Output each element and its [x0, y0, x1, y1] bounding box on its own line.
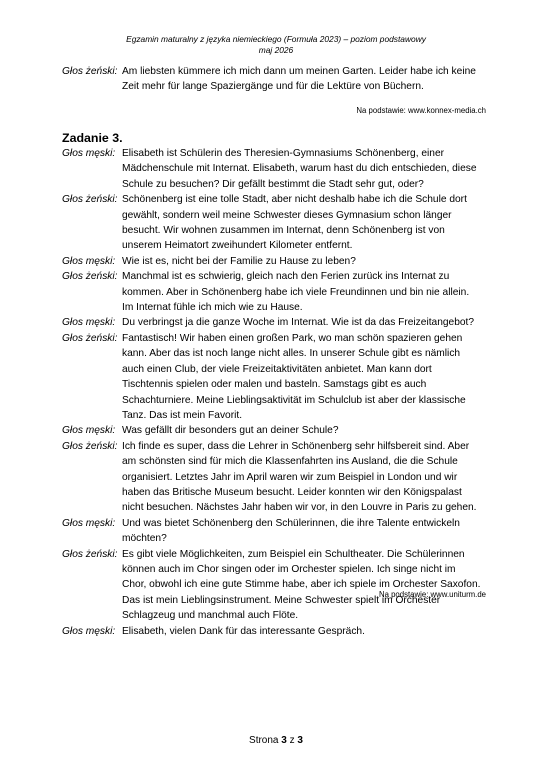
- speaker-label: Głos męski:: [62, 517, 116, 529]
- previous-transcript: [62, 64, 500, 95]
- speaker-label: Głos żeński:: [62, 271, 118, 283]
- dialogue-line: [62, 624, 500, 639]
- dialogue-text: Und was bietet Schönenberg den Schülerinnen, die ihre Talente entwickeln möchten?: [122, 517, 460, 545]
- dialogue-line: [62, 423, 500, 438]
- dialogue-text: Schönenberg ist eine tolle Stadt, aber nicht deshalb habe ich die Schule dort gewählt, sondern weil meine Schwester dieses Gymnasium schon länger besucht. Wir wohnen zusammen im Internat, denn Schönenberg ist von unserem Heimatort zweihundert Kilometer entfernt.: [122, 194, 467, 252]
- exam-title: Egzamin maturalny z języka niemieckiego (Formuła 2023) – poziom podstawowy: [126, 34, 426, 44]
- page-separator: z: [286, 735, 298, 746]
- speaker-label: Głos żeński:: [62, 548, 118, 560]
- page-current: 3: [281, 735, 287, 746]
- page-total: 3: [297, 735, 303, 746]
- dialogue-line: [62, 269, 500, 315]
- dialogue-text: Du verbringst ja die ganze Woche im Internat. Wie ist da das Freizeitangebot?: [122, 317, 475, 329]
- page-header: [0, 34, 552, 56]
- dialogue-line: [62, 192, 500, 254]
- task-source: Na podstawie: www.uniturm.de: [378, 590, 486, 599]
- speaker-label: Głos żeński:: [62, 194, 118, 206]
- speaker-label: Głos męski:: [62, 255, 116, 267]
- task-transcript: [62, 146, 500, 639]
- speaker-label: Głos męski:: [62, 317, 116, 329]
- dialogue-text: Am liebsten kümmere ich mich dann um meinen Garten. Leider habe ich keine Zeit mehr für lange Spaziergänge und für die Lektüre von Büchern.: [122, 66, 476, 93]
- exam-date: maj 2026: [258, 45, 294, 55]
- dialogue-text: Elisabeth, vielen Dank für das interessante Gespräch.: [122, 625, 365, 637]
- speaker-label: Głos męski:: [62, 148, 116, 159]
- speaker-label: Głos męski:: [62, 425, 116, 437]
- page-label: Strona: [249, 735, 282, 746]
- dialogue-text: Fantastisch! Wir haben einen großen Park, wo man schön spazieren gehen kann. Aber das ist noch lange nicht alles. In unserer Schule gibt es nämlich auch einen Club, der viele Freizeitaktivitäten anbietet. Man kann dort Tischtennis spielen oder malen und basteln. Samstags gibt es auch Schachturniere. Meine Lieblingsaktivität im Schulclub ist aber der klassische Tanz. Das ist mein Favorit.: [122, 332, 466, 421]
- page-footer: [0, 735, 552, 746]
- dialogue-line: [62, 439, 500, 516]
- dialogue-text: Manchmal ist es schwierig, gleich nach den Ferien zurück ins Internat zu kommen. Aber in Schönenberg habe ich viele Freundinnen und bin nie allein. Im Internat fühle ich mich wie zu Hause.: [122, 271, 470, 314]
- dialogue-line: [62, 516, 500, 547]
- dialogue-line: [62, 547, 500, 624]
- dialogue-text: Was gefällt dir besonders gut an deiner Schule?: [122, 425, 339, 437]
- speaker-label: Głos żeński:: [62, 66, 118, 77]
- dialogue-text: Elisabeth ist Schülerin des Theresien-Gymnasiums Schönenberg, einer Mädchenschule mit Internat. Elisabeth, warum hast du dich entschieden, diese Schule zu besuchen? Dir gefällt bestimmt die Stadt sehr gut, oder?: [122, 148, 477, 190]
- task-title: Zadanie 3.: [62, 131, 123, 145]
- previous-source: Na podstawie: www.konnex-media.ch: [356, 106, 486, 115]
- dialogue-line: [62, 254, 500, 269]
- dialogue-line: [62, 146, 500, 192]
- dialogue-line: [62, 64, 500, 95]
- dialogue-line: [62, 331, 500, 423]
- dialogue-text: Ich finde es super, dass die Lehrer in Schönenberg sehr hilfsbereit sind. Aber am schönsten sind für mich die Klassenfahrten ins Ausland, die die Schule organisiert. Letztes Jahr im April waren wir zum Beispiel in London und wir haben das Britische Museum besucht. Leider konnten wir den Königspalast nicht besuchen. Nächstes Jahr haben wir vor, in den Louvre in Paris zu gehen.: [122, 440, 477, 514]
- speaker-label: Głos męski:: [62, 625, 116, 637]
- speaker-label: Głos żeński:: [62, 440, 118, 452]
- dialogue-text: Wie ist es, nicht bei der Familie zu Hause zu leben?: [122, 255, 356, 267]
- dialogue-text: Es gibt viele Möglichkeiten, zum Beispiel ein Schultheater. Die Schülerinnen können auch im Chor singen oder im Orchester spielen. Ich singe nicht im Chor, obwohl ich eine gute Stimme habe, aber ich spiele im Orchester Saxofon. Das ist mein Lieblingsinstrument. Meine Schwester spielt im Orchester Schlagzeug und manchmal auch Flöte.: [122, 548, 481, 622]
- speaker-label: Głos żeński:: [62, 332, 118, 344]
- dialogue-line: [62, 315, 500, 330]
